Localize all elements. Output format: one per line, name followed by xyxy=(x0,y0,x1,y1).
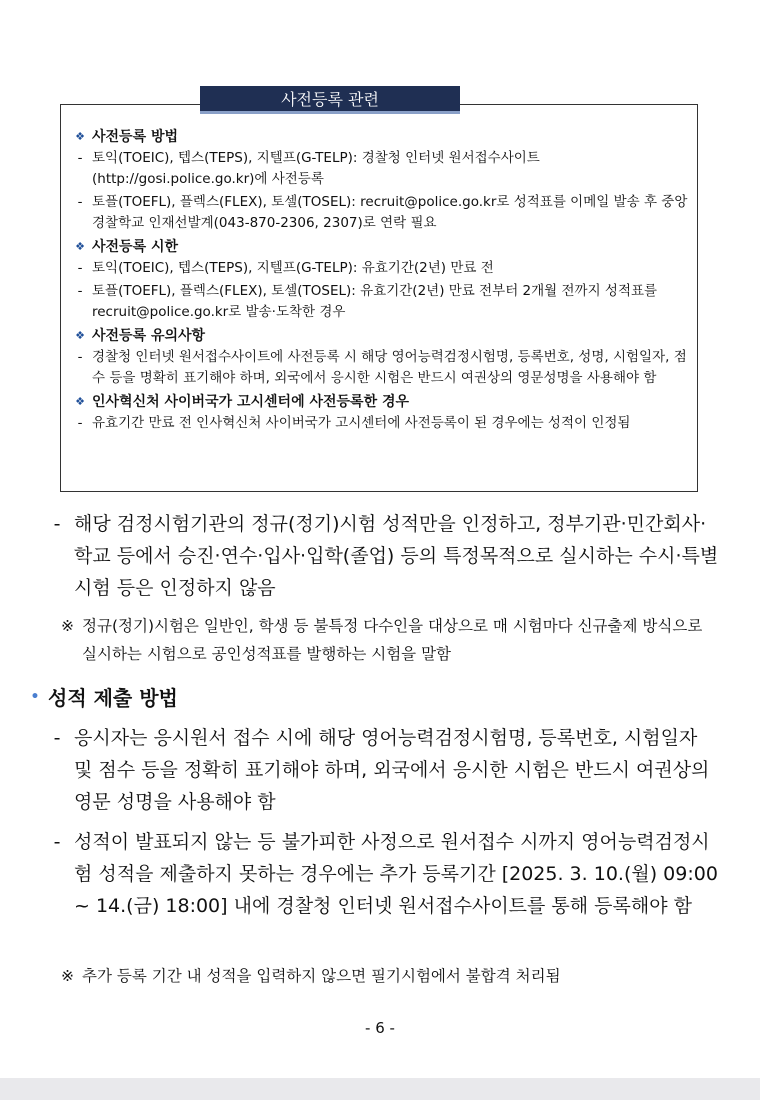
note-fail-warning xyxy=(40,962,720,990)
note-mark: ※ xyxy=(61,617,74,635)
section-title-text: 성적 제출 방법 xyxy=(48,686,178,710)
list-item xyxy=(68,258,696,279)
list-item-text: 경찰청 인터넷 원서접수사이트에 사전등록 시 해당 영어능력검정시험명, 등록번호, 성명, 시험일자, 점수 등을 명확히 표기해야 하며, 외국에서 응시한 시험은 반드시 여권상의 영문성명을 사용해야 함 xyxy=(92,349,687,386)
dash-bullet: - xyxy=(77,150,83,166)
dash-bullet: - xyxy=(77,283,83,299)
list-item-text: 토플(TOEFL), 플렉스(FLEX), 토셀(TOSEL): 유효기간(2년) 만료 전부터 2개월 전까지 성적표를 recruit@police.go.kr로 발송·도착한 경우 xyxy=(92,283,658,320)
list-item-text: 토익(TOEIC), 텝스(TEPS), 지텔프(G-TELP): 경찰청 인터넷 원서접수사이트(http://gosi.police.go.kr)에 사전등록 xyxy=(92,150,540,187)
section-heading xyxy=(68,391,696,413)
paragraph-applicant-marking xyxy=(40,722,720,818)
box-title: 사전등록 관련 xyxy=(200,86,460,114)
paragraph-text: 성적이 발표되지 않는 등 불가피한 사정으로 원서접수 시까지 영어능력검정시험 성적을 제출하지 못하는 경우에는 추가 등록기간 [2025. 3. 10.(월) 09:00 ~ 14.(금) 18:00] 내에 경찰청 인터넷 원서접수사이트를 통해 등록해야 함 xyxy=(74,831,718,917)
section-heading-text: 사전등록 유의사항 xyxy=(92,328,206,344)
page-number: - 6 - xyxy=(365,1019,395,1037)
dash-bullet: - xyxy=(77,194,83,210)
dash-bullet: - xyxy=(53,727,61,749)
section-heading xyxy=(68,126,696,148)
note-regular-exam xyxy=(40,612,720,668)
list-item-text: 토플(TOEFL), 플렉스(FLEX), 토셀(TOSEL): recruit@police.go.kr로 성적표를 이메일 발송 후 중앙경찰학교 인재선발계(043-870-2306, 2307)로 연락 필요 xyxy=(92,194,688,231)
list-item xyxy=(68,281,696,323)
list-item xyxy=(68,192,696,234)
paragraph-text: 응시자는 응시원서 접수 시에 해당 영어능력검정시험명, 등록번호, 시험일자 및 점수 등을 정확히 표기해야 하며, 외국에서 응시한 시험은 반드시 여권상의 영문 성명을 사용해야 함 xyxy=(74,727,710,813)
note-text: 정규(정기)시험은 일반인, 학생 등 불특정 다수인을 대상으로 매 시험마다 신규출제 방식으로 실시하는 시험으로 공인성적표를 발행하는 시험을 말함 xyxy=(82,617,703,663)
section-heading-text: 사전등록 시한 xyxy=(92,239,179,255)
list-item xyxy=(68,347,696,389)
dash-bullet: - xyxy=(77,260,83,276)
section-heading-text: 인사혁신처 사이버국가 고시센터에 사전등록한 경우 xyxy=(92,394,410,410)
dash-bullet: - xyxy=(53,513,61,535)
section-heading xyxy=(68,325,696,347)
section-heading xyxy=(68,236,696,258)
list-item-text: 토익(TOEIC), 텝스(TEPS), 지텔프(G-TELP): 유효기간(2년) 만료 전 xyxy=(92,260,494,276)
diamond-bullet-icon: ❖ xyxy=(75,240,85,253)
note-text: 추가 등록 기간 내 성적을 입력하지 않으면 필기시험에서 불합격 처리됨 xyxy=(82,967,561,985)
dash-bullet: - xyxy=(77,415,83,431)
dash-bullet: - xyxy=(53,831,61,853)
paragraph-text: 해당 검정시험기관의 정규(정기)시험 성적만을 인정하고, 정부기관·민간회사·학교 등에서 승진·연수·입사·입학(졸업) 등의 특정목적으로 실시하는 수시·특별시험 등은 인정하지 않음 xyxy=(74,513,719,599)
note-mark: ※ xyxy=(61,967,74,985)
list-item xyxy=(68,413,696,434)
diamond-bullet-icon: ❖ xyxy=(75,329,85,342)
paragraph-additional-registration xyxy=(40,826,720,922)
section-title-score-submission xyxy=(22,682,702,711)
section-heading-text: 사전등록 방법 xyxy=(92,129,179,145)
page-bottom-strip xyxy=(0,1078,760,1100)
list-item xyxy=(68,148,696,190)
paragraph-recognition-rule xyxy=(40,508,720,604)
diamond-bullet-icon: ❖ xyxy=(75,130,85,143)
bullet-dot-icon: • xyxy=(30,688,40,705)
list-item-text: 유효기간 만료 전 인사혁신처 사이버국가 고시센터에 사전등록이 된 경우에는 성적이 인정됨 xyxy=(92,415,631,431)
box-content xyxy=(68,126,696,436)
diamond-bullet-icon: ❖ xyxy=(75,395,85,408)
dash-bullet: - xyxy=(77,349,83,365)
